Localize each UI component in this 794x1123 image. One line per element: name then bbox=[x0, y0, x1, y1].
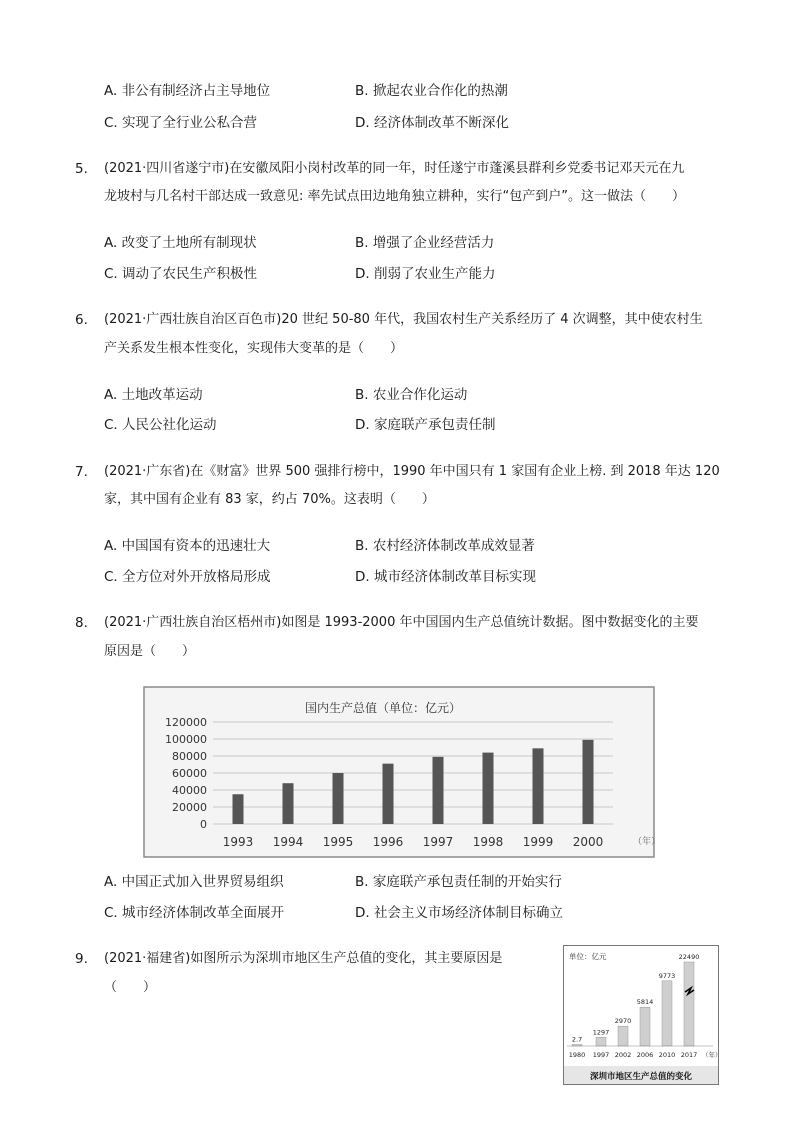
q8-option-d: D. 社会主义市场经济体制目标确立 bbox=[355, 905, 563, 921]
q6-option-a: A. 土地改革运动 bbox=[104, 387, 203, 403]
q5-option-b: B. 增强了企业经营活力 bbox=[355, 235, 495, 251]
q8-stem-line2: 原因是（ ） bbox=[104, 644, 196, 659]
y-tick-label: 120000 bbox=[165, 716, 207, 729]
q8-option-b: B. 家庭联产承包责任制的开始实行 bbox=[355, 874, 562, 890]
x-tick-label: 1996 bbox=[372, 835, 404, 849]
x-tick-label: 2002 bbox=[614, 1051, 632, 1059]
q4-option-b: B. 掀起农业合作化的热潮 bbox=[355, 83, 508, 99]
q6-number: 6. bbox=[75, 312, 88, 328]
q6-stem-line2: 产关系发生根本性变化，实现伟大变革的是（ ） bbox=[104, 341, 404, 356]
y-tick-label: 20000 bbox=[172, 801, 207, 814]
bar-1995 bbox=[333, 773, 344, 824]
q7-option-b: B. 农村经济体制改革成效显著 bbox=[355, 538, 535, 554]
q8-stem-line1: (2021·广西壮族自治区梧州市)如图是 1993-2000 年中国国内生产总值统计数据。图中数据变化的主要 bbox=[104, 615, 699, 630]
q4-option-c: C. 实现了全行业公私合营 bbox=[104, 115, 258, 131]
bar-1999 bbox=[533, 748, 544, 824]
q7-stem-line2: 家，其中国有企业有 83 家，约占 70%。这表明（ ） bbox=[104, 492, 435, 507]
q7-option-d: D. 城市经济体制改革目标实现 bbox=[355, 569, 536, 585]
value-label: 2970 bbox=[614, 1017, 632, 1026]
value-label: 22490 bbox=[678, 953, 700, 961]
q7-option-a: A. 中国国有资本的迅速壮大 bbox=[104, 538, 271, 554]
y-tick-label: 0 bbox=[200, 818, 207, 831]
x-tick-label: 2010 bbox=[658, 1051, 676, 1059]
x-tick-label: 1994 bbox=[272, 835, 304, 849]
q8-option-c: C. 城市经济体制改革全面展开 bbox=[104, 905, 285, 921]
q4-option-a: A. 非公有制经济占主导地位 bbox=[104, 83, 271, 99]
bar-2017 bbox=[684, 962, 694, 1046]
x-unit-label: （年） bbox=[633, 837, 661, 847]
value-label: 5814 bbox=[636, 998, 654, 1007]
q8-option-a: A. 中国正式加入世界贸易组织 bbox=[104, 874, 284, 890]
x-tick-label: 2017 bbox=[680, 1051, 698, 1059]
q9-stem-line2: （ ） bbox=[104, 980, 157, 995]
bar-1997 bbox=[433, 757, 444, 824]
q7-stem-line1: (2021·广东省)在《财富》世界 500 强排行榜中，1990 年中国只有 1 家国有企业上榜. 到 2018 年达 120 bbox=[104, 464, 720, 479]
bar-2010 bbox=[662, 981, 672, 1046]
q5-option-d: D. 削弱了农业生产能力 bbox=[355, 266, 496, 282]
y-tick-label: 60000 bbox=[172, 767, 207, 780]
q8-number: 8. bbox=[75, 615, 88, 631]
chart2-title: 深圳市地区生产总值的变化 bbox=[589, 1072, 693, 1082]
chart2-x-unit: （年） bbox=[702, 1051, 722, 1059]
q6-stem-line1: (2021·广西壮族自治区百色市)20 世纪 50-80 年代，我国农村生产关系经历了 4 次调整，其中使农村生 bbox=[104, 312, 703, 327]
bar-2002 bbox=[618, 1026, 628, 1046]
y-tick-label: 80000 bbox=[172, 750, 207, 763]
bar-1994 bbox=[283, 783, 294, 824]
q6-option-b: B. 农业合作化运动 bbox=[355, 387, 468, 403]
bar-1996 bbox=[383, 764, 394, 824]
value-label: 9773 bbox=[658, 971, 676, 980]
bar-1993 bbox=[233, 794, 244, 824]
q4-option-d: D. 经济体制改革不断深化 bbox=[355, 115, 509, 131]
x-tick-label: 1997 bbox=[592, 1051, 610, 1059]
value-label: 2.7 bbox=[571, 1035, 583, 1044]
chart-title: 国内生产总值（单位：亿元） bbox=[304, 701, 462, 715]
x-tick-label: 1995 bbox=[322, 835, 354, 849]
shenzhen-gdp-chart bbox=[563, 945, 722, 1085]
q5-option-a: A. 改变了土地所有制现状 bbox=[104, 235, 257, 251]
q7-number: 7. bbox=[75, 464, 88, 480]
q6-option-c: C. 人民公社化运动 bbox=[104, 417, 217, 433]
bar-1997 bbox=[596, 1037, 606, 1046]
bar-2006 bbox=[640, 1007, 650, 1046]
x-tick-label: 1980 bbox=[568, 1051, 586, 1059]
q5-stem-line1: (2021·四川省遂宁市)在安徽凤阳小岗村改革的同一年，时任遂宁市蓬溪县群利乡党委书记邓天元在九 bbox=[104, 161, 685, 176]
x-tick-label: 1997 bbox=[422, 835, 454, 849]
x-tick-label: 2006 bbox=[636, 1051, 654, 1059]
q5-option-c: C. 调动了农民生产积极性 bbox=[104, 266, 258, 282]
x-tick-label: 1993 bbox=[222, 835, 254, 849]
q9-number: 9. bbox=[75, 951, 88, 967]
x-tick-label: 2000 bbox=[572, 835, 604, 849]
x-tick-label: 1999 bbox=[522, 835, 554, 849]
q5-stem-line2: 龙坡村与几名村干部达成一致意见: 率先试点田边地角独立耕种，实行“包产到户”。这一做法（ ） bbox=[104, 189, 685, 204]
y-tick-label: 40000 bbox=[172, 784, 207, 797]
y-tick-label: 100000 bbox=[165, 733, 207, 746]
value-label: 1297 bbox=[592, 1028, 610, 1037]
q7-option-c: C. 全方位对外开放格局形成 bbox=[104, 569, 271, 585]
x-tick-label: 1998 bbox=[472, 835, 504, 849]
q9-stem-line1: (2021·福建省)如图所示为深圳市地区生产总值的变化，其主要原因是 bbox=[104, 951, 503, 966]
chart2-unit-label: 单位：亿元 bbox=[569, 952, 607, 961]
q6-option-d: D. 家庭联产承包责任制 bbox=[355, 417, 496, 433]
bar-1998 bbox=[483, 753, 494, 824]
bar-2000 bbox=[583, 740, 594, 824]
q5-number: 5. bbox=[75, 161, 88, 177]
gdp-bar-chart bbox=[143, 686, 661, 858]
